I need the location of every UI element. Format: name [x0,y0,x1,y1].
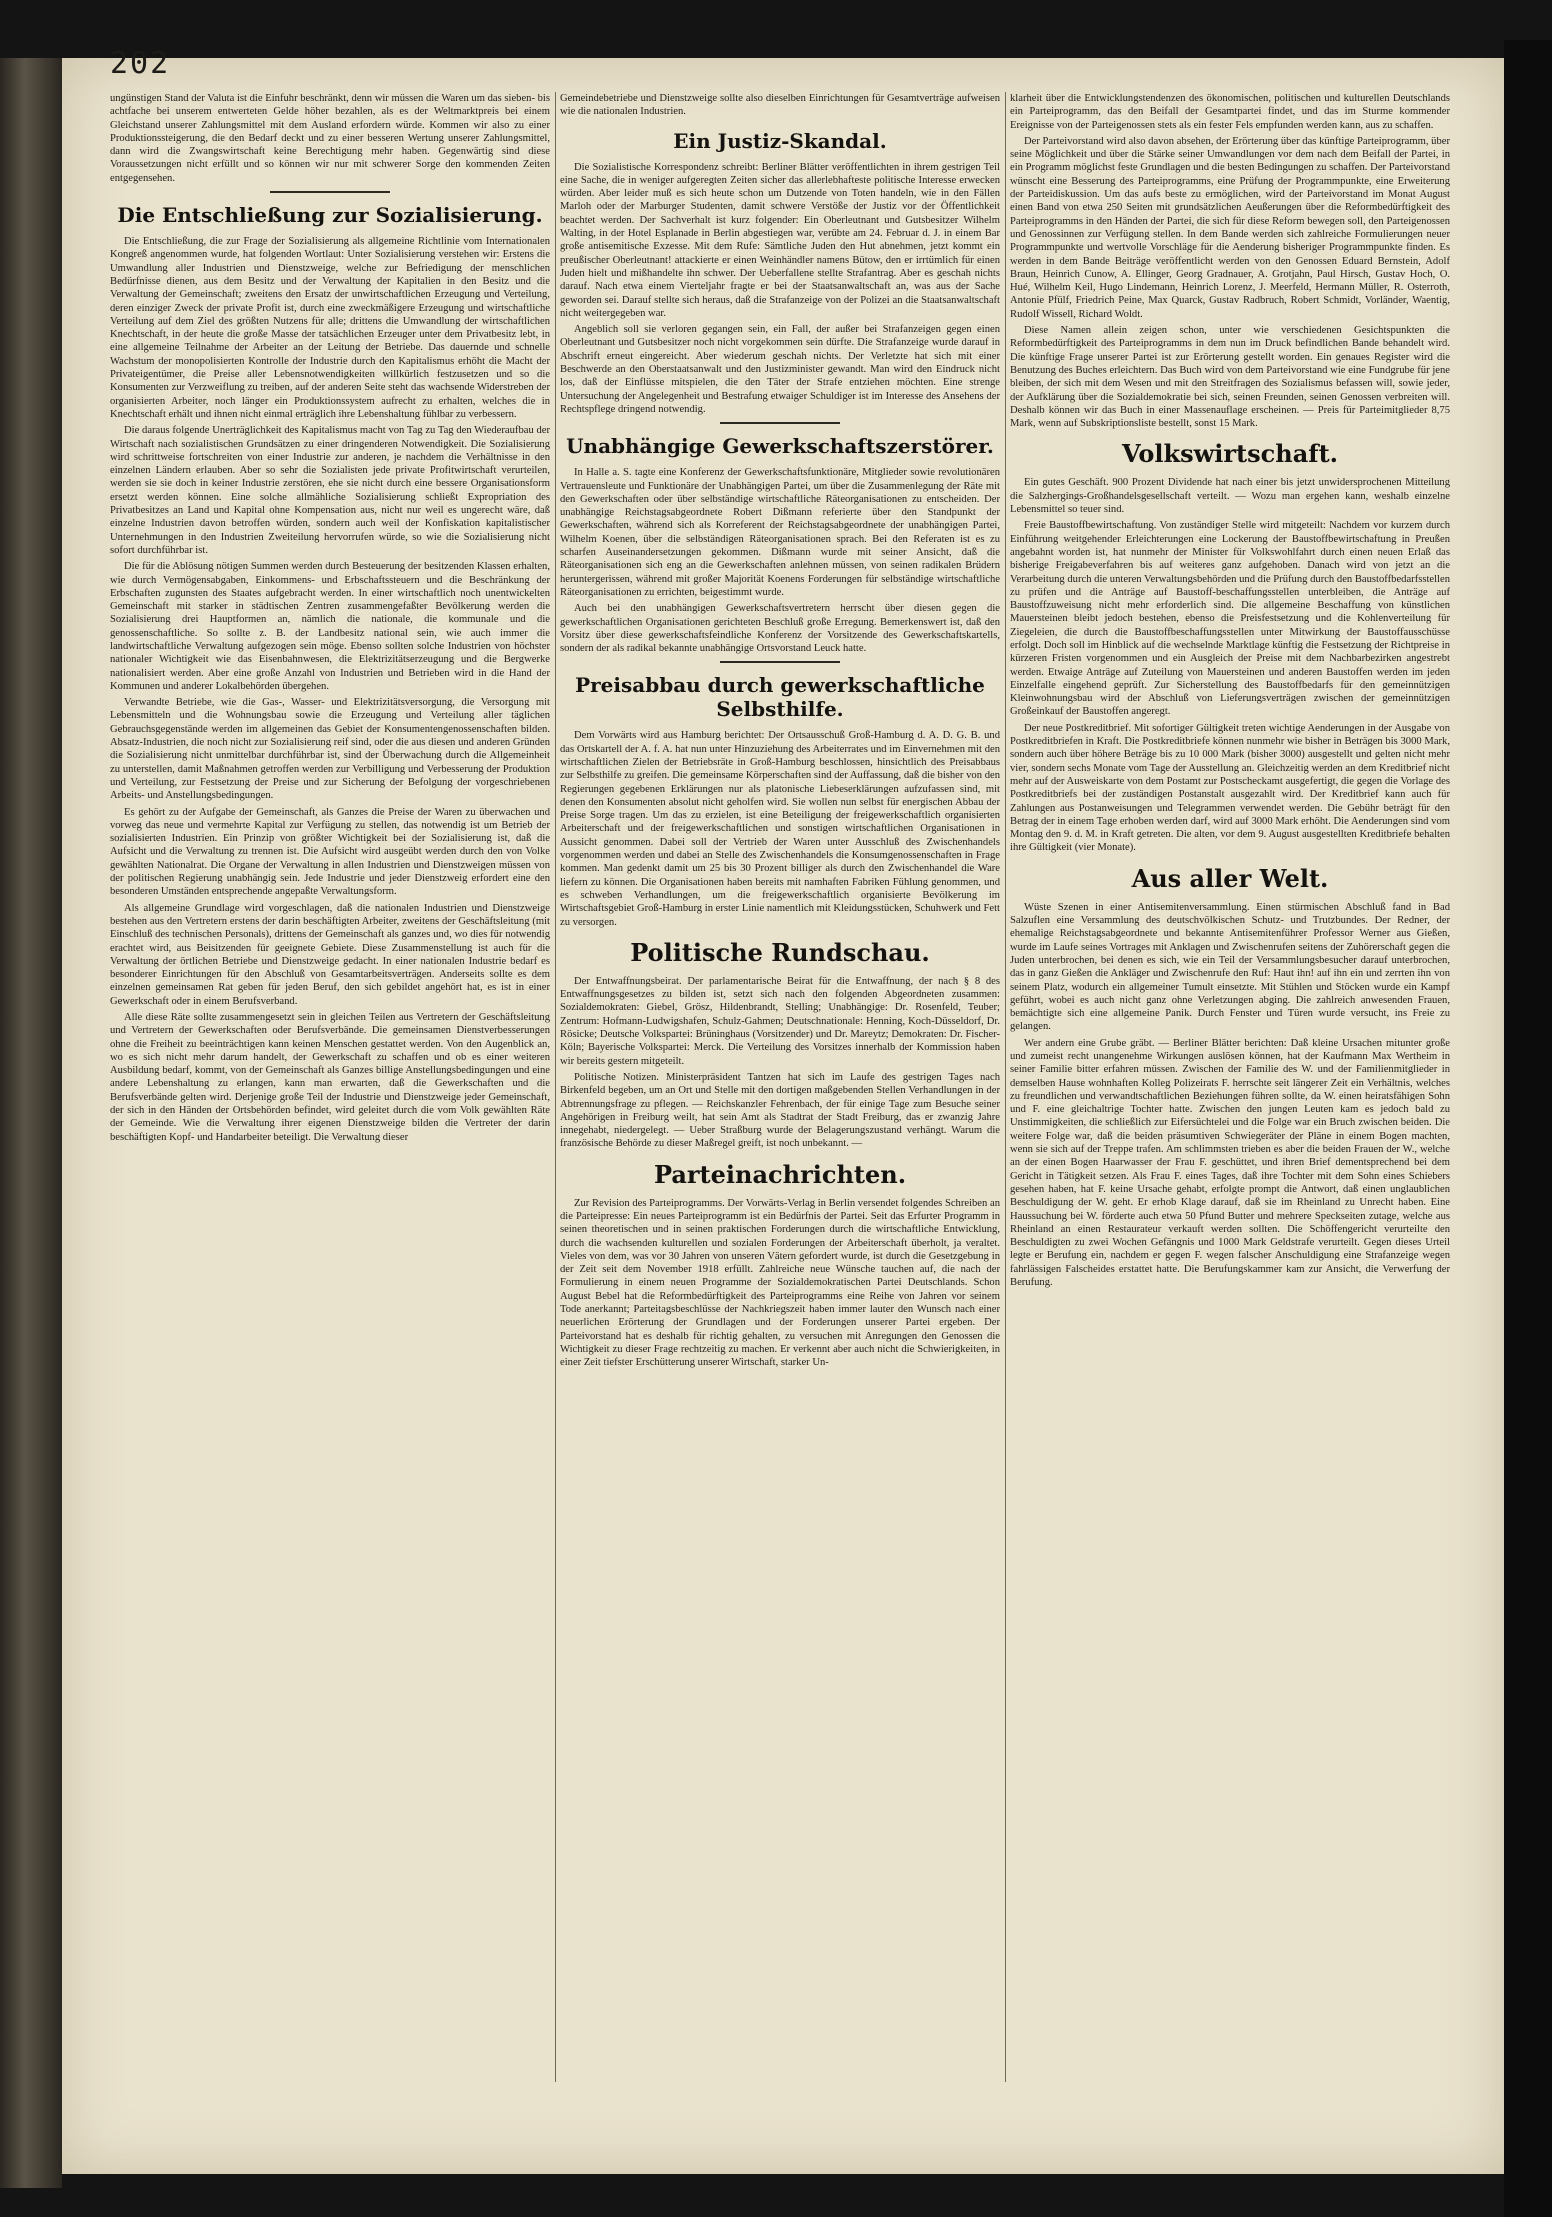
book-binding [0,58,62,2188]
section-heading: Parteinachrichten. [653,1159,907,1189]
page-number: 202 [110,46,171,81]
paragraph: Gemeindebetriebe und Dienstzweige sollte also dieselben Einrichtungen für Gesamtverträge aufweisen wie die nationalen Industrien. [560,93,1000,118]
column-2 [560,92,1000,2082]
article-heading: Unabhängige Gewerkschaftszerstörer. [566,434,994,459]
paragraph: klarheit über die Entwicklungstendenzen des ökonomischen, politischen und kulturellen Deutschlands ein Parteiprogramm, das den Beifall der Gesamtpartei findet, und das im Sturme kommender Ereignisse von der Parteigenossen stets als ein fester Fels empfunden werden kann, aus zu schaffen. [1010,93,1450,131]
paragraph: Zur Revision des Parteiprogramms. Der Vorwärts-Verlag in Berlin versendet folgendes Schreiben an die Parteipresse: Ein neues Parteiprogramm ist ein Bedürfnis der Partei. Seit das Erfurter Programm in seinen theoretischen und in seinen praktischen Forderungen durch die wirtschaftliche Entwicklung, durch die wachsenden kulturellen und sozialen Forderungen der Arbeiterschaft überholt, ja veraltet. Vieles von dem, was vor 30 Jahren von unseren Vätern gefordert wurde, ist durch die Gesetzgebung in der Zeit seit dem November 1918 erfüllt. Zahlreiche neue Wünsche tauchen auf, die nach der Formulierung in einem neuen Programme der Sozialdemokratischen Partei Deutschlands. Schon August Bebel hat die Reformbedürftigkeit des Parteiprogramms eine Reihe von Jahren vor seinem Tode anerkannt; Parteitagsbeschlüsse der Nachkriegszeit haben immer lauter den Wunsch nach einer neuerlichen Erörterung der Grundlagen und der Forderungen unserer Partei ergeben. Der Parteivorstand hat es deshalb für richtig gehalten, zu versuchen mit Anregungen den Genossen die Wichtigkeit zu dieser Frage rechtzeitig zu machen. Er verkennt aber auch nicht die Schwierigkeiten, in einer Zeit tiefster Erschütterung unserer Wirtschaft, starker Un- [560,1197,1000,1369]
section-heading: Volkswirtschaft. [1121,439,1339,469]
paragraph: Politische Notizen. Ministerpräsident Tantzen hat sich im Laufe des gestrigen Tages nach Birkenfeld begeben, um an Ort und Stelle mit den dortigen maßgebenden Stellen Verhandlungen in der Abtrennungsfrage zu pflegen. — Reichskanzler Fehrenbach, der für einige Tage zum Besuche seiner Angehörigen in Freiburg weilt, hat sein Amt als Stadtrat der Stadt Freiburg, das er zwanzig Jahre innegehabt, niedergelegt. — Ueber Straßburg wurde der Belagerungszustand verhängt. Warum die französische Behörde zu dieser Maßregel greift, ist noch unbekannt. — [560,1071,1000,1150]
paragraph: Die daraus folgende Unerträglichkeit des Kapitalismus macht von Tag zu Tag den Wiederaufbau der Wirtschaft nach sozialistischen Grundsätzen zu einer dringenderen Notwendigkeit. Die Sozialisierung wird schrittweise fortschreiten von einer Industrie zur anderen, je nachdem die Verhältnisse in den einzelnen Ländern erlauben. Aber so sehr die Sozialisten jede private Profitwirtschaft verurteilen, werden sie sie doch in keiner Industrie zerstören, ehe sie nicht durch eine bessere Organisationsform ersetzt werden können. Eine solche allmähliche Sozialisierung schließt Expropriation des Privatbesitzes an Land und Kapital ohne Kompensation aus, nicht nur weil es ungerecht wäre, daß einzelne Industrien davon betroffen würden, sondern auch weil der Konfiskation kapitalistischer Unternehmungen in den Industrien Zweiteilung hervorrufen würde, so wie die Sozialisierung nicht sofort durchführbar ist. [110,425,550,556]
paragraph: Ein gutes Geschäft. 900 Prozent Dividende hat nach einer bis jetzt unwidersprochenen Mitteilung die Salzhergings-Großhandelsgesellschaft verteilt. — Wozu man ergehen kann, weshalb einzelne Lebensmittel so teuer sind. [1010,477,1450,516]
paragraph: Die Entschließung, die zur Frage der Sozialisierung als allgemeine Richtlinie vom Internationalen Kongreß angenommen wurde, hat folgenden Wortlaut: Unter Sozialisierung verstehen wir: Erstens die Umwandlung aller Industrien und Dienstzweige, welche zur Befriedigung der menschlichen Bedürfnisse dienen, aus dem Besitz und der Verwaltung der Kapitalien in den Besitz und die Verwaltung der Gemeinschaft; zweitens den Ersatz der unwirtschaftlichen Erzeugung und Verteilung, deren einziger Zweck der private Profit ist, durch eine zweckmäßigere Erzeugung und wirtschaftliche Verteilung auf dem Ziel des größten Nutzens für alle; drittens die Umwandlung der wirtschaftlichen Knechtschaft, in der heute die große Masse der tatsächlichen Erzeuger unter dem Privatbesitz lebt, in eine allgemeine Teilnahme der Arbeiter an der Leitung der Betriebe. Das dauernde und schnelle Wachstum der monopolisierten Kontrolle der Industrie durch den Kapitalismus erhöht die Macht der Privateigentümer, die Preise aller Lebensnotwendigkeiten willkürlich festzusetzen und so die Konsumenten zur Verzweiflung zu treiben, auf der anderen Seite steht das wachsende Widerstreben der organisierten Arbeiter, noch länger ein Produktionssystem aufrecht zu erhalten, welches die in Knechtschaft erhält und ihnen nicht einmal erträglich ihre Lebenshaltung fühlbar zu verbessern. [110,236,550,420]
column-1 [110,92,550,2082]
section-heading: Politische Rundschau. [630,937,930,967]
paragraph: Angeblich soll sie verloren gegangen sein, ein Fall, der außer bei Strafanzeigen gegen einen Oberleutnant und Gutsbesitzer noch nicht vorgekommen sein dürfte. Die Strafanzeige wurde darauf in Abschrift erneut eingereicht. Aber wiederum geschah nichts. Der Verletzte hat sich mit einer Beschwerde an den Oberstaatsanwalt und den Justizminister gewandt. Man wird den Eindruck nicht los, daß der Einflüsse mitspielen, die den Täter der Strafe entziehen möchten. Eine strenge Untersuchung der Angelegenheit und Bestrafung etwaiger Schuldiger ist im Interesse des Ansehens der Rechtspflege dringend notwendig. [560,324,1000,415]
paragraph: Die Sozialistische Korrespondenz schreibt: Berliner Blätter veröffentlichten in ihrem gestrigen Teil eine Sache, die in weniger aufgeregten Zeiten sicher das allerlebhafteste politische Interesse erwecken würden. Aber leider muß es sich heute schon um Dutzende von Toten handeln, wie in den Fällen Marloh oder der Marburger Studenten, damit schwere Verstöße der Justiz vor der Öffentlichkeit beachtet werden. Der Sachverhalt ist kurz folgender: Ein Oberleutnant und Gutsbesitzer Wilhelm Walting, in der Hotel Esplanade in Berlin abgestiegen war, verübte am 24. Februar d. J. in einem Bar große antisemitische Exzesse. Mit dem Rufe: Sämtliche Juden den Hut abnehmen, jetzt kommt ein preußischer Oberleutnant! attackierte er einen Weinhändler namens Bütow, den er irrtümlich für einen Juden hielt und mißhandelte ihn schwer. Der Ueberfallene stellte Strafantrag. Aber es geschah nichts darauf. Nach etwa einem Vierteljahr fragte er bei der Staatsanwaltschaft an, was aus der Sache geworden sei. Darauf stellte sich heraus, daß die Strafanzeige von der Polizei an die Staatsanwaltschaft nicht weitergegeben war. [560,161,1000,319]
column-3 [1010,92,1450,2082]
column-rule-1 [555,92,556,2082]
paragraph: ungünstigen Stand der Valuta ist die Einfuhr beschränkt, denn wir müssen die Waren um das sieben- bis achtfache bei unserem entwerteten Gelde höher bezahlen, als es der Weltmarktpreis bei einem Gleichstand unserer Zahlungsmittel mit dem Ausland erfordern würde. Kommen wir also zu einer Produktionssteigerung, die den Bedarf deckt und zu einer besseren Wertung unserer Zahlungsmittel, dann wird die Zwangswirtschaft keine Berechtigung mehr haben. Gegenwärtig sind diese Voraussetzungen nicht erfüllt und so können wir nur mit schwerer Sorge den kommenden Zeiten entgegensehen. [110,93,550,184]
paragraph: Alle diese Räte sollte zusammengesetzt sein in gleichen Teilen aus Vertretern der Geschäftsleitung und Vertretern der Gewerkschaften oder Berufsverbände. Die gemeinsamen Dienstverbesserungen ohne die Freiheit zu beeinträchtigen kann keinen Menschen gestattet werden. Von den Augenblick an, wo es sich nicht mehr darum handelt, der Gewerkschaft zu schaffen und ob es einer weiteren Ausbildung bedarf, kommt, von der Gemeinschaft als Ganzes billige Anstellungsbedingungen und eine andere Lebenshaltung zu erlangen, kann man erwarten, daß die Gewerkschaften und die Berufsverbände gelten wird. Derjenige große Teil der Industrie und Dienstzweige jeder Gemeinschaft, der sich in den Händen der Ortsbehörden befindet, wird geleitet durch die vom Volk gewählten Räte der Gemeinde. Wie die Verwaltung ihrer eigenen Dienstzweige bilden die Vertreter der darin beschäftigten Kopf- und Handarbeiter beteiligt. Die Verwaltung dieser [110,1012,550,1143]
paragraph: Wüste Szenen in einer Antisemitenversammlung. Einen stürmischen Abschluß fand in Bad Salzuflen eine Versammlung des deutschvölkischen Schutz- und Trutzbundes. Der Redner, der ehemalige Reichstagsabgeordnete und bekannte Antisemitenführer Professor Werner aus Gießen, wurde im Laufe seines Vortrages mit Anklagen und Zwischenrufen seitens der Zuhörerschaft gegen die Juden unterbrochen, bei denen es sich, wie ein Teil der Versammlungsbesucher darauf unterbrochen, das in ganz Gießen die Ankläger und Zwischenrufe den Ruf: Haut ihn! auf ihn ein und zerrten ihn von seinem Platz, wodurch ein allgemeiner Tumult einsetzte. Mit Stühlen und Stöcken wurde ein Kampf geführt, wobei es auch nicht ganz ohne Verletzungen abging. Die zahlreich anwesenden Frauen, bemächtigte sich eine allgemeine Panik. Durch Fenster und Türen wurde versucht, ins Freie zu gelangen. [1010,901,1450,1033]
paragraph: Der neue Postkreditbrief. Mit sofortiger Gültigkeit treten wichtige Aenderungen in der Ausgabe von Postkreditbriefen in Kraft. Die Postkreditbriefe können nunmehr wie bisher in Beträgen bis 3000 Mark, sondern auch über höhere Beträge bis zu 10 000 Mark (bisher 3000) ausgestellt und gelten nicht mehr vier, sondern sechs Monate vom Tage der Ausstellung an. Gleichzeitig werden an dem Kreditbrief nicht mehr auf der Ausweiskarte von dem Postamt zur Postscheckamt ausgefertigt, die gegen die Vorlage des Postkreditbriefs bei der zuständigen Postanstalt ausgezahlt wird. Der Kreditbrief kann auch für Zahlungen aus Postanweisungen und Telegrammen verwendet werden. Die Gebühr beträgt für den Betrag der in einem Tage erhoben werden darf, wird auf 3000 Mark erhöht. Die Aenderungen sind vom Montag den 9. d. M. in Kraft getreten. Die alten, vor dem 9. August ausgestellten Kreditbriefe behalten ihre Gültigkeit (vier Monate). [1010,722,1450,854]
paragraph: Dem Vorwärts wird aus Hamburg berichtet: Der Ortsausschuß Groß-Hamburg d. A. D. G. B. und das Ortskartell der A. f. A. hat nun unter Hinzuziehung des Arbeiterrates und im Einvernehmen mit den wirtschaftlichen Zielen der Betriebsräte in Groß-Hamburg beschlossen, hinsichtlich des Preisabbaus zur Selbsthilfe zu greifen. Die gemeinsame Körperschaften sind der Auffassung, daß die bisher von den Regierungen gegebenen Erklärungen nur als platonische Liebeserklärungen aufzufassen sind, mit denen den Konsumenten absolut nicht geholfen wird. Sie wollen nun selbst für energischen Abbau der Preise Sorge tragen. Um das zu erzielen, ist eine Beteiligung der freigewerkschaftlich organisierten Arbeiterschaft und der freigewerkschaftlichen und sonstigen wirtschaftlichen Organisationen in Aussicht genommen. Dabei soll der Vertrieb der Waren unter Ausschluß des Zwischenhandels vorgenommen werden und dabei an Stelle des Zwischenhandels die Konsumgenossenschaften in Frage kommen. Man gedenkt damit um 25 bis 30 Prozent billiger als durch den Zwischenhandel die Ware liefern zu können. Die Organisationen haben bereits mit namhaften Fabriken Fühlung genommen, und es schweben Verhandlungen, um die freigewerkschaftlich organisierte Bevölkerung im Wirtschaftsgebiet Groß-Hamburg in erster Linie namentlich mit Kleidungsstücken, Schuhwerk und Fett zu versorgen. [560,730,1000,928]
paragraph: Die für die Ablösung nötigen Summen werden durch Besteuerung der besitzenden Klassen erhalten, wie durch Vermögensabgaben, Einkommens- und Erbschaftssteuern und die Beschränkung der Erbschaften zugunsten des Staates aufgebracht werden. In einer wirtschaftlich noch unentwickelten Gemeinschaft mit starker in städtischen Zentren zusammengefaßter Bevölkerung werden die Sozialisierung drei Hauptformen an, nämlich die nationale, die kommunale und die genossenschaftliche. So sollte z. B. der Landbesitz national sein, wie auch immer die landwirtschaftliche Verwaltung aufgezogen sein möge. Ebenso sollten solche Industrien von höchster nationaler Wichtigkeit wie das Eisenbahnwesen, die Elektrizitätserzeugung und die Bergwerke nationalisiert werden. Aber eine große Anzahl von Industrien und Betrieben wird in die Hand der Kommunen und anderer Lokalbehörden übergehen. [110,561,550,692]
paragraph: Als allgemeine Grundlage wird vorgeschlagen, daß die nationalen Industrien und Dienstzweige bestehen aus den Vertretern erstens der darin beschäftigten Arbeiter, zweitens der Geschäftsleitung (mit Einschluß des technischen Personals), drittens der Gemeinschaft als ganzes und, wo dies für notwendig erachtet wird, aus Beisitzenden für geeignete Gebiete. Diese Zusammenstellung ist auch für die Verwaltung der örtlichen Betriebe und Dienstzweige gedacht. In einer nationalen Industrie bedarf es besonderer Einrichtungen für den Abschluß von Gesamtarbeitsverträgen. Anderseits sollte es dem einzelnen gemeinsamen Rat geben für jeden Beruf, den sich gebildet angehört hat, es ist in einer Gewerkschaft oder in einem Berufsverband. [110,902,550,1007]
paragraph: Diese Namen allein zeigen schon, unter wie verschiedenen Gesichtspunkten die Reformbedürftigkeit des Parteiprogramms in dem nun im Druck befindlichen Bande behandelt wird. Die künftige Frage unserer Partei ist zur Erörterung gestellt worden. Ein genaues Register wird die Benutzung des Buches erleichtern. Das Buch wird von dem Parteivorstand wie eine Fundgrube für jene bleiben, der sich mit dem Wesen und mit den Streitfragen des Sozialismus befassen will, sowie jeder, der Aufklärung über die Sozialdemokratie bei sich, seinen Freunden, seinen Genossen verbreiten will. Deshalb können wir das Buch in einer Massenauflage erscheinen. — Preis für Parteimitglieder 8,75 Mark, wenn auf Subskriptionsliste bestellt, sonst 15 Mark. [1010,325,1450,430]
paragraph: Auch bei den unabhängigen Gewerkschaftsvertretern herrscht über diesen gegen die gewerkschaftlichen Organisationen gerichteten Beschluß große Erregung. Bemerkenswert ist, daß den Vorsitz über diese gewerkschaftsfeindliche Konferenz der Vorsitzende des Gewerkschaftskartells, sondern der als radikal bekannte unabhängige Ortsvorstand Leuck hatte. [560,603,1000,655]
article-heading: Preisabbau durch gewerkschaftliche Selbsthilfe. [575,673,985,722]
page-edge-shadow [1504,40,1552,2217]
paragraph: Es gehört zu der Aufgabe der Gemeinschaft, als Ganzes die Preise der Waren zu überwachen und vorweg das neue und vermehrte Kapital zur Verfügung zu stellen, das notwendig ist um Betrieb der sozialisierten Industrien. Ein Prinzip von größter Wichtigkeit bei der Sozialisierung ist, daß die Aufsicht und die Verwaltung zu trennen ist. Die Aufsicht wird ausgeübt werden durch den von Volke gewählten Nationalrat. Die Organe der Verwaltung in allen Industrien und Dienstzweigen müssen von der politischen Regierung unabhängig sein. Jede Industrie und jeder Dienstzweig erfordert eine den besonderen Umständen entsprechende angepaßte Verwaltungsform. [110,806,550,898]
paragraph: Der Entwaffnungsbeirat. Der parlamentarische Beirat für die Entwaffnung, der nach § 8 des Entwaffnungsgesetzes zu bilden ist, setzt sich nach den folgenden Abgeordneten zusammen: Sozialdemokraten: Giebel, Grösz, Hildenbrandt, Stelling; Unabhängige: Dr. Rosenfeld, Teuber; Zentrum: Hofmann-Ludwigshafen, Schulz-Gahmen; Deutschnationale: Henning, Koch-Düsseldorf, Dr. Rösicke; Deutsche Volkspartei: Brüninghaus (Vorsitzender) und Dr. Mareytz; Demokraten: Dr. Fischer-Köln; Bayerische Volkspartei: Merck. Die Verteilung des Vorsitzes innerhalb der Kommission haben wir bereits gestern mitgeteilt. [560,975,1000,1067]
article-heading: Die Entschließung zur Sozialisierung. [117,203,543,228]
column-rule-2 [1005,92,1006,2082]
paragraph: Freie Baustoffbewirtschaftung. Von zuständiger Stelle wird mitgeteilt: Nachdem vor kurzem durch Einführung weitgehender Erleichterungen eine Lockerung der Baustoffbewirtschaftung in Preußen angebahnt worden ist, hat nunmehr der Minister für Volkswohlfahrt durch einen neuen Erlaß das bisherige Freigabeverfahren bis auf weiteres ganz aufgehoben. Danach wird von jetzt an die Verarbeitung durch die unteren Verwaltungsbehörden und die Prüfung durch den Baustoffbedarfsstellen zu prüfen und die Anträge auf Baustoff-beschaffungsstellen unterbleiben, die Anträge auf Baustoffzuweisung nicht mehr erforderlich sind. Die allgemeine Beschaffung von künstlichen Mauersteinen bleibt jedoch bestehen, ebenso die Preisfestsetzung und die Kohlenverteilung für Ziegeleien, die durch die Baustoffbeschaffungsstellen unter Mitwirkung der Baustoffausschüsse erfolgt. Doch soll im Hinblick auf die wechselnde Marktlage künftig die Festsetzung der Richtpreise in kürzeren Fristen vorgenommen und ein Ausgleich der Preise mit dem Nachbarbezirken angestrebt werden. Etwaige Anträge auf Zuteilung von Mauersteinen und anderen Baustoffen werden im jeden Einzelfalle eingehend geprüft. Zur Sicherstellung des Baustoffbedarfs für den gemeinnützigen Kleinwohnungsbau wird der Abschluß von Lieferungsverträgen zwischen der gemeinnützigen Großeinkauf der Baustoffen angeregt. [1010,520,1450,718]
paragraph: In Halle a. S. tagte eine Konferenz der Gewerkschaftsfunktionäre, Mitglieder sowie revolutionären Vertrauensleute und Funktionäre der Unabhängigen Partei, um über die Zusammenlegung der Räte mit den Gewerkschaften oder über selbständige wirtschaftliche Räteorganisationen zu entscheiden. Der unabhängige Reichstagsabgeordnete Robert Dißmann referierte über den Standpunkt der Gewerkschaften, während sich als Korreferent der Reichstagsabgeordnete der unabhängigen Partei, Wilhelm Koenen, über die selbständigen Räteorganisationen sprach. Bei den Referaten ist es zu scharfen Auseinandersetzungen gekommen. Dißmann wurde mit seiner Ansicht, daß die Räteorganisationen sich eng an die Gewerkschaften anlehnen müssen, von seinen radikalen Brüdern heruntergerissen, während mit großer Majorität Koenens Forderungen für selbständige wirtschaftliche Räteorganisationen zu errichten, beigestimmt wurde. [560,467,1000,598]
paragraph: Verwandte Betriebe, wie die Gas-, Wasser- und Elektrizitätsversorgung, die Versorgung mit Lebensmitteln und die Wohnungsbau sowie die Erzeugung und Verteilung aller täglichen Gebrauchsgegenstände werden im allgemeinen das Gebiet der Konsumentengenossenschaften bilden. Absatz-Industrien, die noch nicht zur Sozialisierung reif sind, oder die aus diesen und anderen Gründen die Sozialisierung nicht unmittelbar durchführbar ist, sind der Überwachung durch die Allgemeinheit zu unterstellen, damit Maßnahmen getroffen werden zur Verbilligung und Verbesserung der Produktion und Verteilung, zur Festsetzung der Preise und zur Sicherung der Befolgung der vorgeschriebenen Arbeits- und Anstellungsbedingungen. [110,697,550,802]
section-heading: Aus aller Welt. [1131,863,1329,893]
divider [720,661,840,663]
divider [270,191,390,193]
article-heading: Ein Justiz-Skandal. [673,128,887,153]
paragraph: Der Parteivorstand wird also davon absehen, der Erörterung über das künftige Parteiprogramm, über seine Möglichkeit und über die Stärke seiner Umwandlungen vor dem nach dem Beifall der Partei, in ein Programm möglichst feste Grundlagen und die besten Bedingungen zu schaffen. Der Parteivorstand wünscht eine Besserung des Parteiprogramms, eine Prüfung der Programmpunkte, eine Erweiterung der Parteidiskussion. Um das aufs beste zu ermöglichen, wird der Parteivorstand im Monat August einen Band von etwa 250 Seiten mit grundsätzlichen Aeußerungen über die Reformbedürftigkeit des Parteiprogramms in den Händen der Partei, die sich für diese Reform bewegen soll, den Parteigenossen und Genossinnen zur Verfügung stellen. In dem Bande werden sich zahlreiche Formulierungen neuer Programmpunkte und wertvolle Vorschläge für die Aenderung bisheriger Programmpunkte finden. Es werden in dem Bande Beiträge veröffentlicht werden von den Genossen Eduard Bernstein, Adolf Braun, Heinrich Cunow, A. Ellinger, Georg Gradnauer, A. Grotjahn, Paul Hirsch, Gustav Hoch, O. Hué, Wilhelm Keil, Hugo Lindemann, Heinrich Lorenz, J. Meerfeld, Hermann Müller, R. Osterroth, Antonie Pfülf, Friedrich Peine, Max Quarck, Gustav Radbruch, Robert Schmidt, Vorländer, Waentig, Rudolf Wissell, Richard Woldt. [1010,135,1450,320]
divider [720,422,840,424]
paragraph: Wer andern eine Grube gräbt. — Berliner Blätter berichten: Daß kleine Ursachen mitunter große und zumeist recht unangenehme Wirkungen auslösen können, hat der Kaufmann Max Wertheim in seiner Familie bitter erfahren müssen. Zwischen der Familie des W. und der Familienmitglieder in demselben Hause wohnhaften Kolleg Polizeirats F. herrschte seit längerer Zeit ein Verhältnis, welches zu freundlichen und verwandtschaftlichen Beziehungen führen sollte, da W. einen heiratsfähigen Sohn und F. eine gleichaltrige Tochter hatte. Zwischen den jungen Leuten kam es jedoch bald zu Unstimmigkeiten, die schließlich zur Eifersüchtelei und die Folge war ein Bruch zwischen beiden. Die weitere Folge war, daß die beiden präsumtiven Schwiegeräter der Pläne in einem Bogen machten, wenn sie sich auf der Treppe trafen. Am schlimmsten trieben es aber die beiden Frauen der W., welche an der einen Bogen Haarwasser der Frau F. geschüttet, und ihren Brief dementsprechend bei dem Gericht in Tätigkeit setzen. Als Frau F. eines Tages, daß ihre Tochter mit dem Sohn eines Schiebers gesehen haben, hat F. keine Ursache gehabt, erfolgte prompt die Antwort, daß einen unglaublichen Beschuldigung der W. geht. Er erhob Klage darauf, daß sie im Rheinland zu Unrecht haben. Eine Haussuchung bei W. förderte auch etwa 50 Pfund Butter und mehrere Speckseiten zutage, welche aus Rheinland an einen Restaurateur verkauft werden sollten. Die Schöffengericht verurteilte den Beschuldigten zu zwei Wochen Gefängnis und 1000 Mark Geldstrafe verurteilt. Gegen dieses Urteil legte er Berufung ein, nachdem er gegen F. wegen falscher Anschuldigung eine Strafanzeige wegen fahrlässigen Falscheides erstattet hatte. Die Berufungskammer kam zur Ansicht, die Verwerfung der Berufung. [1010,1037,1450,1289]
